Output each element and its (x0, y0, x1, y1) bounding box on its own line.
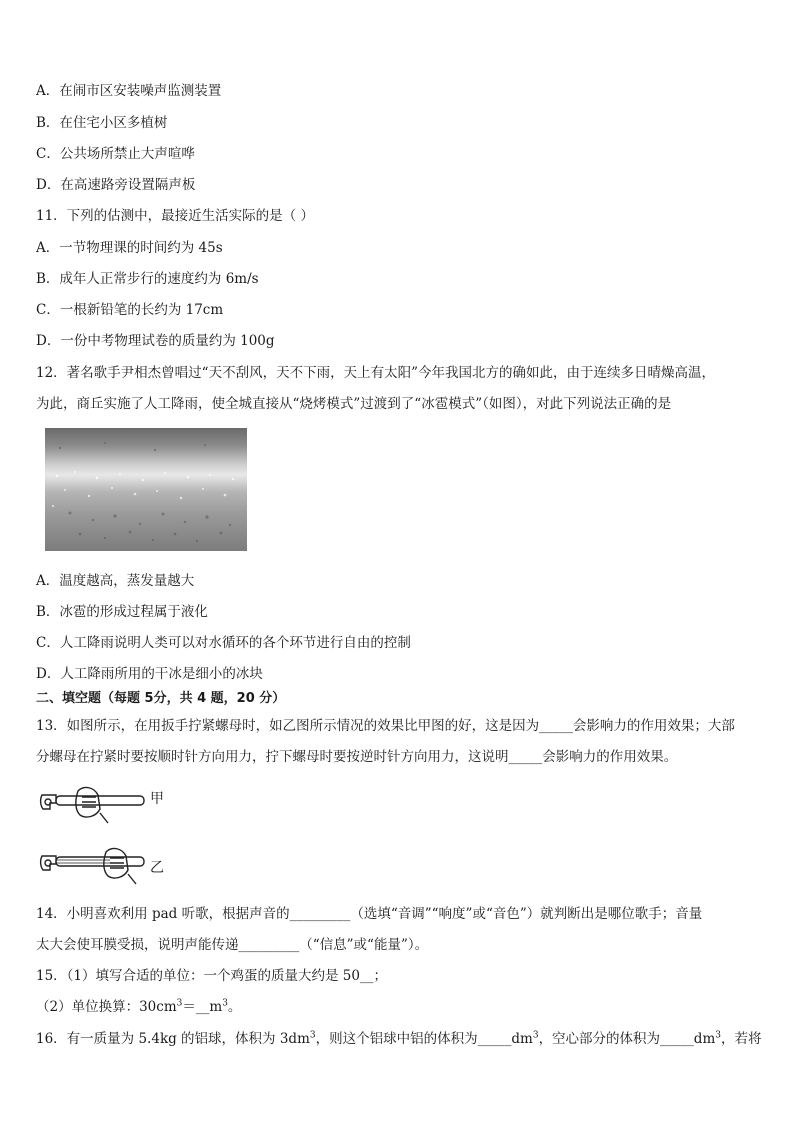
wrench-figure-jia (38, 783, 148, 829)
q13-line1: 13．如图所示，在用扳手拧紧螺母时，如乙图所示情况的效果比甲图的好，这是因为_____会影响力的作用效果；大部 (36, 718, 735, 734)
q16-part4: ，若将 (721, 1031, 762, 1047)
wrench-hand-icon (38, 783, 148, 825)
q16-exp1: 3 (309, 1030, 316, 1041)
q12-stem-line2: 为此，商丘实施了人工降雨，使全城直接从“烧烤模式”过渡到了“冰雹模式”（如图），对此下列说法正确的是 (36, 396, 672, 412)
q10-option-a: A．在闹市区安装噪声监测装置 (36, 83, 222, 99)
wrench-label-yi: 乙 (150, 860, 164, 876)
q10-option-c: C．公共场所禁止大声喧哗 (36, 146, 195, 162)
q11-option-d: D．一份中考物理试卷的质量约为 100g (36, 333, 275, 349)
q12-option-d: D．人工降雨所用的干冰是细小的冰块 (36, 666, 263, 682)
q15-exp: 3 (176, 998, 183, 1009)
section-fill-in-title: 二、填空题（每题 5分，共 4 题，20 分） (36, 691, 286, 706)
q15-line2 (36, 998, 241, 1016)
q16-part2: ，则这个铝球中铝的体积为_____dm (315, 1031, 533, 1047)
q11-option-c: C．一根新铅笔的长约为 17cm (36, 302, 224, 318)
q15-line1: 15．（1）填写合适的单位：一个鸡蛋的质量大约是 50__； (36, 968, 387, 984)
q11-stem: 11．下列的估测中，最接近生活实际的是（ ） (36, 208, 314, 224)
hail-texture (45, 428, 247, 551)
wrench-label-jia: 甲 (150, 791, 164, 807)
q15-line2-pre: （2）单位换算：30cm (36, 999, 177, 1015)
q16-line1 (36, 1030, 762, 1048)
q15-line2-post: 。 (227, 999, 242, 1015)
q13-line2: 分螺母在拧紧时要按顺时针方向用力，拧下螺母时要按逆时针方向用力，这说明_____会影响力的作用效果。 (36, 749, 678, 765)
q16-part1: 16．有一质量为 5.4kg 的铝球，体积为 3dm (36, 1031, 310, 1047)
q16-exp2: 3 (532, 1030, 539, 1041)
q12-stem-line1: 12．著名歌手尹相杰曾唱过“天不刮风，天不下雨，天上有太阳”今年我国北方的确如此，由于连续多日晴燥高温， (36, 365, 715, 381)
hail-photo (45, 428, 247, 551)
wrench-figure-yi (38, 846, 148, 892)
q12-option-c: C．人工降雨说明人类可以对水循环的各个环节进行自由的控制 (36, 635, 411, 651)
q16-exp3: 3 (715, 1030, 721, 1041)
q12-option-a: A．温度越高，蒸发量越大 (36, 573, 195, 589)
wrench-hand-icon (38, 846, 148, 888)
q14-line2: 太大会使耳膜受损，说明声能传递_________（“信息”或“能量”）。 (36, 937, 429, 953)
q14-line1: 14．小明喜欢利用 pad 听歌，根据声音的_________（选填“音调”“响度”或“音色”）就判断出是哪位歌手；音量 (36, 906, 703, 922)
q10-option-d: D．在高速路旁设置隔声板 (36, 177, 196, 193)
q16-part3: ，空心部分的体积为_____dm (538, 1031, 716, 1047)
q15-line2-mid: ＝__m (182, 999, 223, 1015)
q10-option-b: B．在住宅小区多植树 (36, 115, 168, 131)
q12-option-b: B．冰雹的形成过程属于液化 (36, 604, 208, 620)
q11-option-a: A．一节物理课的时间约为 45s (36, 240, 223, 256)
q15-exp2: 3 (222, 998, 228, 1009)
q11-option-b: B．成年人正常步行的速度约为 6m/s (36, 271, 259, 287)
